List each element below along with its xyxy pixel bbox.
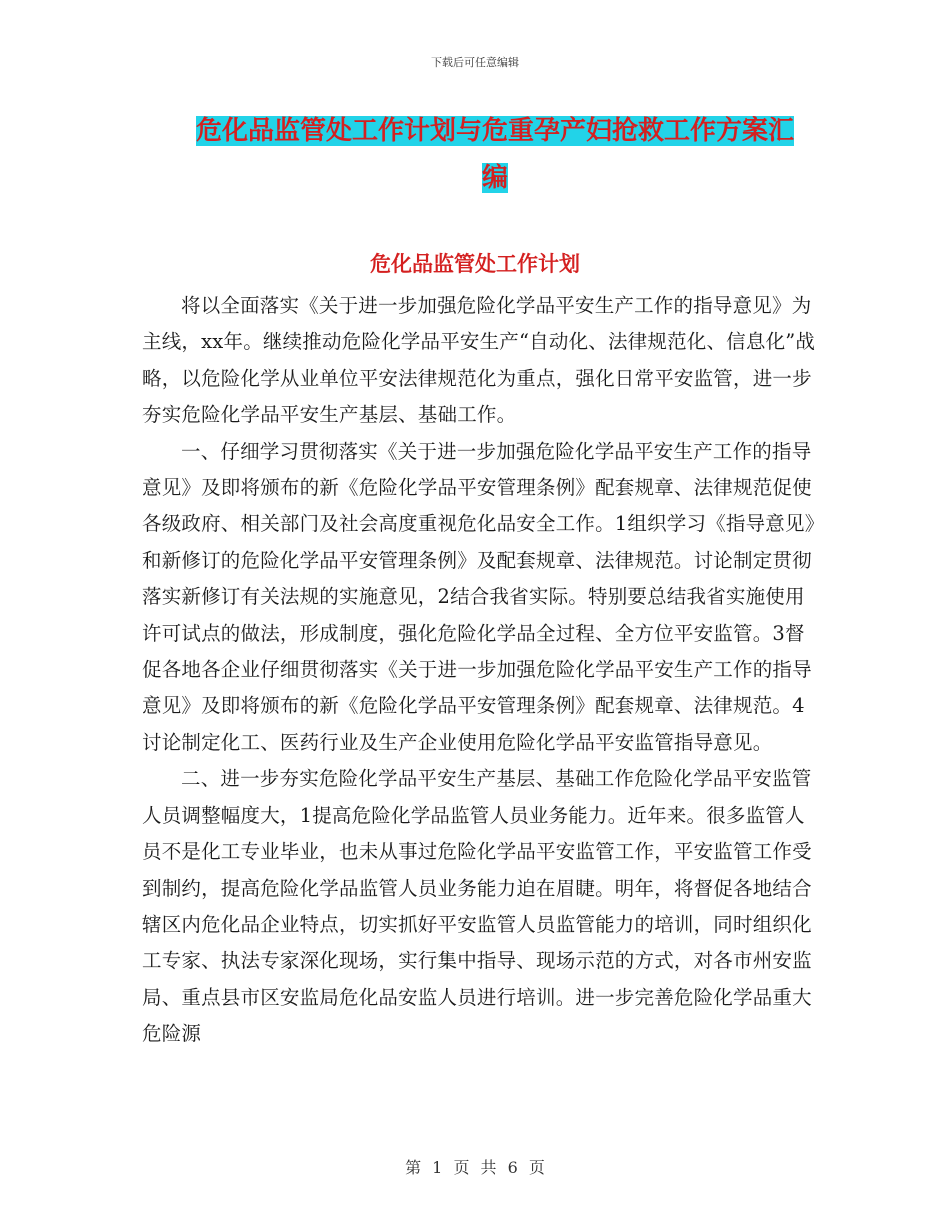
paragraph-intro: 将以全面落实《关于进一步加强危险化学品平安生产工作的指导意见》为主线，xx年。继续推动危险化学品平安生产“自动化、法律规范化、信息化”战略，以危险化学从业单位平安法律规范化为重点，强化日常平安监管，进一步夯实危险化学品平安生产基层、基础工作。 [142, 294, 816, 427]
document-title-line2: 编 [481, 163, 508, 193]
paragraph-one: 一、仔细学习贯彻落实《关于进一步加强危险化学品平安生产工作的指导意见》及即将颁布的新《危险化学品平安管理条例》配套规章、法律规范促使各级政府、相关部门及社会高度重视危化品安全工作。1组织学习《指导意见》和新修订的危险化学品平安管理条例》及配套规章、法律规范。讨论制定贯彻落实新修订有关法规的实施意见，2结合我省实际。特别要总结我省实施使用许可试点的做法，形成制度，强化危险化学品全过程、全方位平安监管。3督促各地各企业仔细贯彻落实《关于进一步加强危险化学品平安生产工作的指导意见》及即将颁布的新《危险化学品平安管理条例》配套规章、法律规范。4讨论制定化工、医药行业及生产企业使用危险化学品平安监管指导意见。 [142, 439, 815, 754]
document-body [142, 288, 822, 1053]
header-note: 下载后可任意编辑 [431, 56, 519, 69]
document-title [170, 108, 820, 202]
document-title-line1: 危化品监管处工作计划与危重孕产妇抢救工作方案汇 [195, 116, 794, 146]
paragraph-two: 二、进一步夯实危险化学品平安生产基层、基础工作危险化学品平安监管人员调整幅度大，1提高危险化学品监管人员业务能力。近年来。很多监管人员不是化工专业毕业，也未从事过危险化学品平安监管工作，平安监管工作受到制约，提高危险化学品监管人员业务能力迫在眉睫。明年，将督促各地结合辖区内危化品企业特点，切实抓好平安监管人员监管能力的培训，同时组织化工专家、执法专家深化现场，实行集中指导、现场示范的方式，对各市州安监局、重点县市区安监局危化品安监人员进行培训。进一步完善危险化学品重大危险源 [142, 767, 812, 1046]
section-title: 危化品监管处工作计划 [370, 252, 580, 276]
page-number-footer: 第 1 页 共 6 页 [405, 1158, 545, 1177]
